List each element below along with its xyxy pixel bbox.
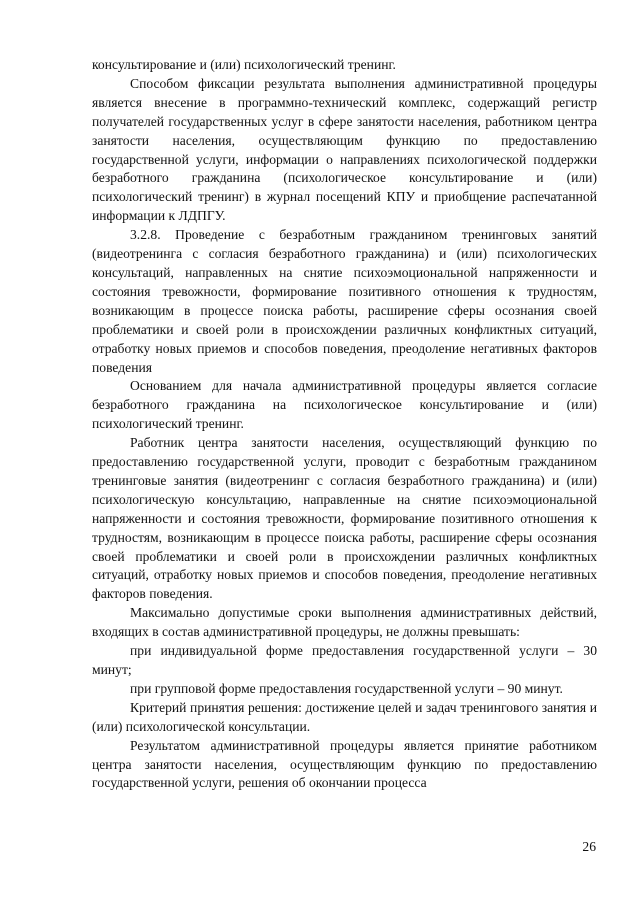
document-page (92, 56, 597, 793)
paragraph-7: при индивидуальной форме предоставления государственной услуги – 30 минут; (92, 643, 597, 677)
paragraph-4: Основанием для начала административной процедуры является согласие безработного гражданина на психологическое консультирование и (или) психологический тренинг. (92, 378, 597, 432)
paragraph-1: консультирование и (или) психологический тренинг. (92, 57, 396, 72)
paragraph-2: Способом фиксации результата выполнения административной процедуры является внесение в программно-технический комплекс, содержащий регистр получателей государственных услуг в сфере занятости населения, работником центра занятости населения, осуществляющим функцию по предоставлению государственной услуги, информации о направлениях психологической поддержки безработного гражданина (психологическое консультирование и (или) психологический тренинг) в журнал посещений КПУ и приобщение распечатанной информации к ЛДПГУ. (92, 75, 597, 224)
paragraph-3: 3.2.8. Проведение с безработным гражданином тренинговых занятий (видеотренинга с согласия безработного гражданина) и (или) психологических консультаций, направленных на снятие психоэмоциональной напряженности и состояния тревожности, формирование позитивного отношения к трудностям, возникающим в процессе поиска работы, расширение сферы осознания своей проблематики и своей роли в происхождении различных конфликтных ситуаций, отработку новых приемов и способов поведения, преодоление негативных факторов поведения (92, 227, 597, 375)
paragraph-9: Критерий принятия решения: достижение целей и задач тренингового занятия и (или) психологической консультации. (92, 699, 597, 734)
paragraph-6: Максимально допустимые сроки выполнения административных действий, входящих в состав административной процедуры, не должны превышать: (92, 605, 597, 640)
paragraph-5: Работник центра занятости населения, осуществляющий функцию по предоставлению государственной услуги, проводит с безработным гражданином тренинговые занятия (видеотренинг с согласия безработного гражданина) и (или) психологическую консультацию, направленные на снятие психоэмоциональной напряженности и состояния тревожности, формирование позитивного отношения к трудностям, возникающим в процессе поиска работы, расширение сферы осознания своей проблематики и своей роли в происхождении различных конфликтных ситуаций, отработку новых приемов и способов поведения, преодоление негативных факторов поведения. (92, 435, 597, 602)
paragraph-10: Результатом административной процедуры является принятие работником центра занятости населения, осуществляющим функцию по предоставлению государственной услуги, решения об окончании процесса (92, 737, 597, 791)
page-number: 26 (582, 839, 596, 854)
paragraph-8: при групповой форме предоставления государственной услуги – 90 минут. (130, 680, 563, 696)
